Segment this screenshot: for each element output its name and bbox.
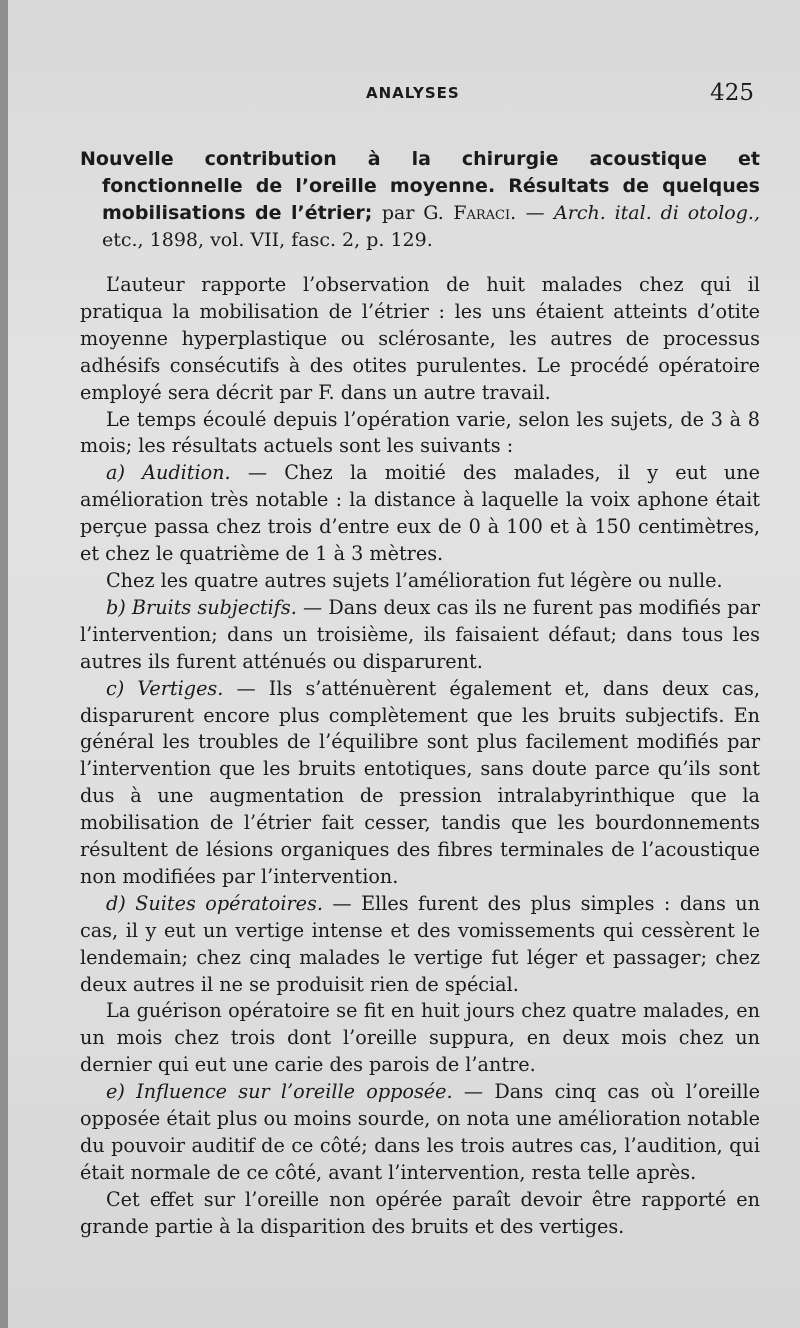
paragraph	[80, 272, 760, 407]
publication-details: etc., 1898, vol. VII, fasc. 2, p. 129.	[102, 229, 433, 251]
paragraph	[80, 568, 760, 595]
paragraph	[80, 595, 760, 676]
paragraph	[80, 460, 760, 568]
paragraph-text: La guérison opératoire se fit en huit jours chez quatre malades, en un mois chez trois dont l’oreille suppura, en deux mois chez un dernier qui eut une carie des parois de l’antre.	[80, 999, 760, 1077]
paragraph-label: b) Bruits subjectifs.	[106, 595, 297, 619]
paragraph-label: a) Audition.	[106, 461, 231, 485]
paragraph-text: Le temps écoulé depuis l’opération varie, selon les sujets, de 3 à 8 mois; les résultats actuels sont les suivants :	[80, 407, 760, 458]
author-prefix: par G.	[381, 202, 444, 224]
journal-name: Arch. ital. di otolog.,	[554, 202, 760, 224]
paragraph-text: — Chez la moitié des malades, il y eut une amélioration très notable : la distance à laquelle la voix aphone était perçue passa chez trois d’entre eux de 0 à 100 et à 150 centimètres, et chez le quatrième de 1 à 3 mètres.	[80, 461, 761, 566]
paragraph-label: e) Influence sur l’oreille opposée.	[106, 1080, 453, 1104]
paragraph-text: — Ils s’atténuèrent également et, dans deux cas, disparurent encore plus complètement que les bruits subjectifs. En général les troubles de l’équilibre sont plus facilement modifiés par l’intervention que les bruits entotiques, sans doute parce qu’ils sont dus à une augmentation de pression intralabyrinthique que la mobilisation de l’étrier fait cesser, tandis que les bourdonnements résultent de lésions organiques des fibres terminales de l’acoustique non modifiées par l’intervention.	[80, 676, 760, 888]
paragraph	[80, 1187, 760, 1241]
paragraph-text: Chez les quatre autres sujets l’amélioration fut légère ou nulle.	[106, 568, 723, 592]
paragraph-text: Cet effet sur l’oreille non opérée paraît devoir être rapporté en grande partie à la disparition des bruits et des vertiges.	[80, 1187, 760, 1238]
paragraph-label: d) Suites opératoires.	[106, 891, 323, 915]
citation-dash: —	[525, 202, 545, 224]
article-heading	[80, 146, 760, 254]
scanned-page	[8, 0, 800, 1328]
article-title: Nouvelle contribution à la chirurgie acoustique et fonctionnelle de l’oreille moyenne. Résultats de quelques mobilisations de l’étrier;	[80, 148, 760, 224]
paragraph	[80, 998, 760, 1079]
paragraph	[80, 891, 760, 999]
author-name: Faraci.	[453, 202, 517, 224]
paragraph	[80, 676, 760, 891]
paragraph-label: c) Vertiges.	[106, 676, 224, 700]
page-number: 425	[710, 80, 754, 106]
running-title: ANALYSES	[366, 84, 460, 102]
paragraph-text: L’auteur rapporte l’observation de huit malades chez qui il pratiqua la mobilisation de l’étrier : les uns étaient atteints d’otite moyenne hyperplastique ou sclérosante, les autres de processus adhésifs consécutifs à des otites purulentes. Le procédé opératoire employé sera décrit par F. dans un autre travail.	[80, 273, 760, 404]
paragraph-text: — Dans deux cas ils ne furent pas modifiés par l’intervention; dans un troisième, ils faisaient défaut; dans tous les autres ils furent atténués ou disparurent.	[80, 595, 760, 673]
paragraph	[80, 407, 760, 461]
paragraph-text: — Dans cinq cas où l’oreille opposée était plus ou moins sourde, on nota une amélioration notable du pouvoir auditif de ce côté; dans les trois autres cas, l’audition, qui était normale de ce côté, avant l’intervention, resta telle après.	[80, 1080, 760, 1184]
paragraph	[80, 1079, 760, 1187]
running-head	[8, 80, 800, 108]
paragraph-text: — Elles furent des plus simples : dans un cas, il y eut un vertige intense et des vomissements qui cessèrent le lendemain; chez cinq malades le vertige fut léger et passager; chez deux autres il ne se produisit rien de spécial.	[80, 891, 760, 996]
article	[80, 146, 760, 1241]
